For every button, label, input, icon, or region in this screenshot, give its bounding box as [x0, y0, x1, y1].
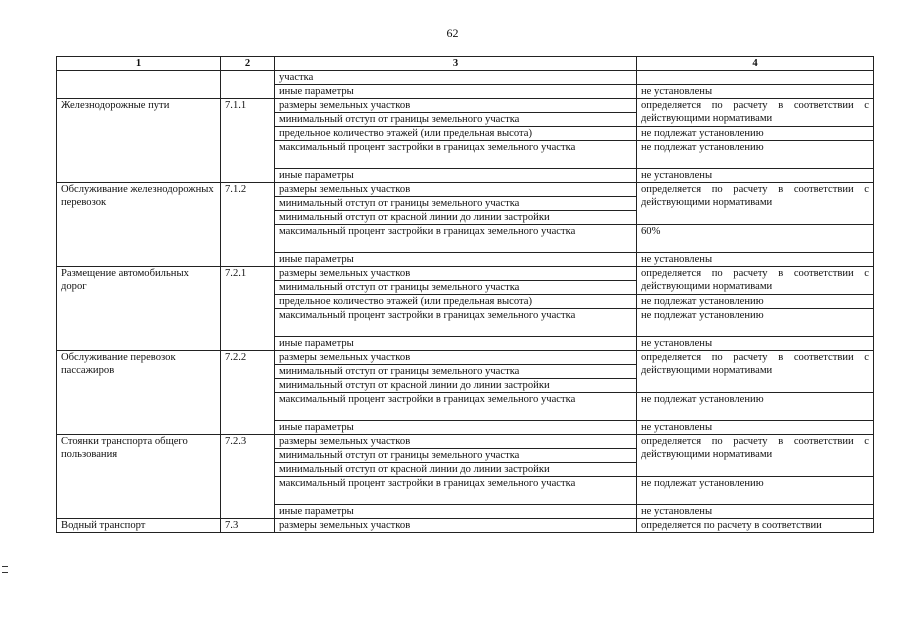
value-cell: не установлены [637, 169, 874, 183]
parameter-cell: иные параметры [275, 85, 637, 99]
parameter-cell: размеры земельных участков [275, 351, 637, 365]
use-code-cell: 7.3 [221, 519, 275, 533]
value-cell: определяется по расчету в соответствии с действующими нормативами [637, 435, 874, 477]
use-name-cell: Стоянки транспорта общего пользования [57, 435, 221, 519]
use-name-cell: Размещение автомобильных дорог [57, 267, 221, 351]
parameter-cell: иные параметры [275, 253, 637, 267]
value-cell: не подлежат установлению [637, 127, 874, 141]
use-name-cell: Железнодорожные пути [57, 99, 221, 183]
value-cell: не установлены [637, 85, 874, 99]
value-cell: определяется по расчету в соответствии с действующими нормативами [637, 183, 874, 225]
use-code-cell: 7.2.3 [221, 435, 275, 519]
parameter-cell: минимальный отступ от границы земельного участка [275, 281, 637, 295]
use-code-cell [221, 71, 275, 99]
column-header-1: 1 [57, 57, 221, 71]
use-name-cell: Обслуживание перевозок пассажиров [57, 351, 221, 435]
regulations-table [56, 56, 874, 533]
parameter-cell: минимальный отступ от красной линии до линии застройки [275, 379, 637, 393]
value-cell: не подлежат установлению [637, 295, 874, 309]
header-row [57, 57, 874, 71]
parameter-cell: минимальный отступ от красной линии до линии застройки [275, 463, 637, 477]
parameter-cell: минимальный отступ от границы земельного участка [275, 197, 637, 211]
value-cell [637, 71, 874, 85]
parameter-cell: иные параметры [275, 337, 637, 351]
value-cell: не установлены [637, 253, 874, 267]
value-cell: не установлены [637, 421, 874, 435]
value-cell: не подлежат установлению [637, 141, 874, 169]
parameter-cell: минимальный отступ от красной линии до линии застройки [275, 211, 637, 225]
use-name-cell: Обслуживание железнодорожных перевозок [57, 183, 221, 267]
parameter-cell: размеры земельных участков [275, 183, 637, 197]
margin-mark [2, 566, 8, 573]
parameter-cell: размеры земельных участков [275, 99, 637, 113]
table-row [57, 435, 874, 449]
column-header-2: 2 [221, 57, 275, 71]
parameter-cell: иные параметры [275, 421, 637, 435]
value-cell: определяется по расчету в соответствии с действующими нормативами [637, 267, 874, 295]
use-code-cell: 7.1.1 [221, 99, 275, 183]
column-header-3: 3 [275, 57, 637, 71]
value-cell: не подлежат установлению [637, 309, 874, 337]
table-row [57, 351, 874, 365]
page-number: 62 [446, 26, 459, 40]
use-code-cell: 7.1.2 [221, 183, 275, 267]
parameter-cell: максимальный процент застройки в границах земельного участка [275, 309, 637, 337]
parameter-cell: максимальный процент застройки в границах земельного участка [275, 225, 637, 253]
table-row [57, 71, 874, 85]
value-cell: не подлежат установлению [637, 477, 874, 505]
parameter-cell: предельное количество этажей (или предельная высота) [275, 127, 637, 141]
parameter-cell: максимальный процент застройки в границах земельного участка [275, 141, 637, 169]
parameter-cell: предельное количество этажей (или предельная высота) [275, 295, 637, 309]
parameter-cell: размеры земельных участков [275, 435, 637, 449]
parameter-cell: минимальный отступ от границы земельного участка [275, 113, 637, 127]
parameter-cell: участка [275, 71, 637, 85]
use-code-cell: 7.2.2 [221, 351, 275, 435]
parameter-cell: максимальный процент застройки в границах земельного участка [275, 477, 637, 505]
value-cell: определяется по расчету в соответствии с действующими нормативами [637, 351, 874, 393]
parameter-cell: максимальный процент застройки в границах земельного участка [275, 393, 637, 421]
parameter-cell: минимальный отступ от границы земельного участка [275, 365, 637, 379]
column-header-4: 4 [637, 57, 874, 71]
table-row [57, 99, 874, 113]
value-cell: не установлены [637, 337, 874, 351]
parameter-cell: размеры земельных участков [275, 267, 637, 281]
value-cell: не подлежат установлению [637, 393, 874, 421]
value-cell: определяется по расчету в соответствии [637, 519, 874, 533]
parameter-cell: размеры земельных участков [275, 519, 637, 533]
parameter-cell: иные параметры [275, 505, 637, 519]
value-cell: 60% [637, 225, 874, 253]
parameter-cell: иные параметры [275, 169, 637, 183]
parameter-cell: минимальный отступ от границы земельного участка [275, 449, 637, 463]
table-row [57, 267, 874, 281]
value-cell: определяется по расчету в соответствии с действующими нормативами [637, 99, 874, 127]
use-code-cell: 7.2.1 [221, 267, 275, 351]
use-name-cell: Водный транспорт [57, 519, 221, 533]
use-name-cell [57, 71, 221, 99]
table-row [57, 519, 874, 533]
value-cell: не установлены [637, 505, 874, 519]
table-row [57, 183, 874, 197]
